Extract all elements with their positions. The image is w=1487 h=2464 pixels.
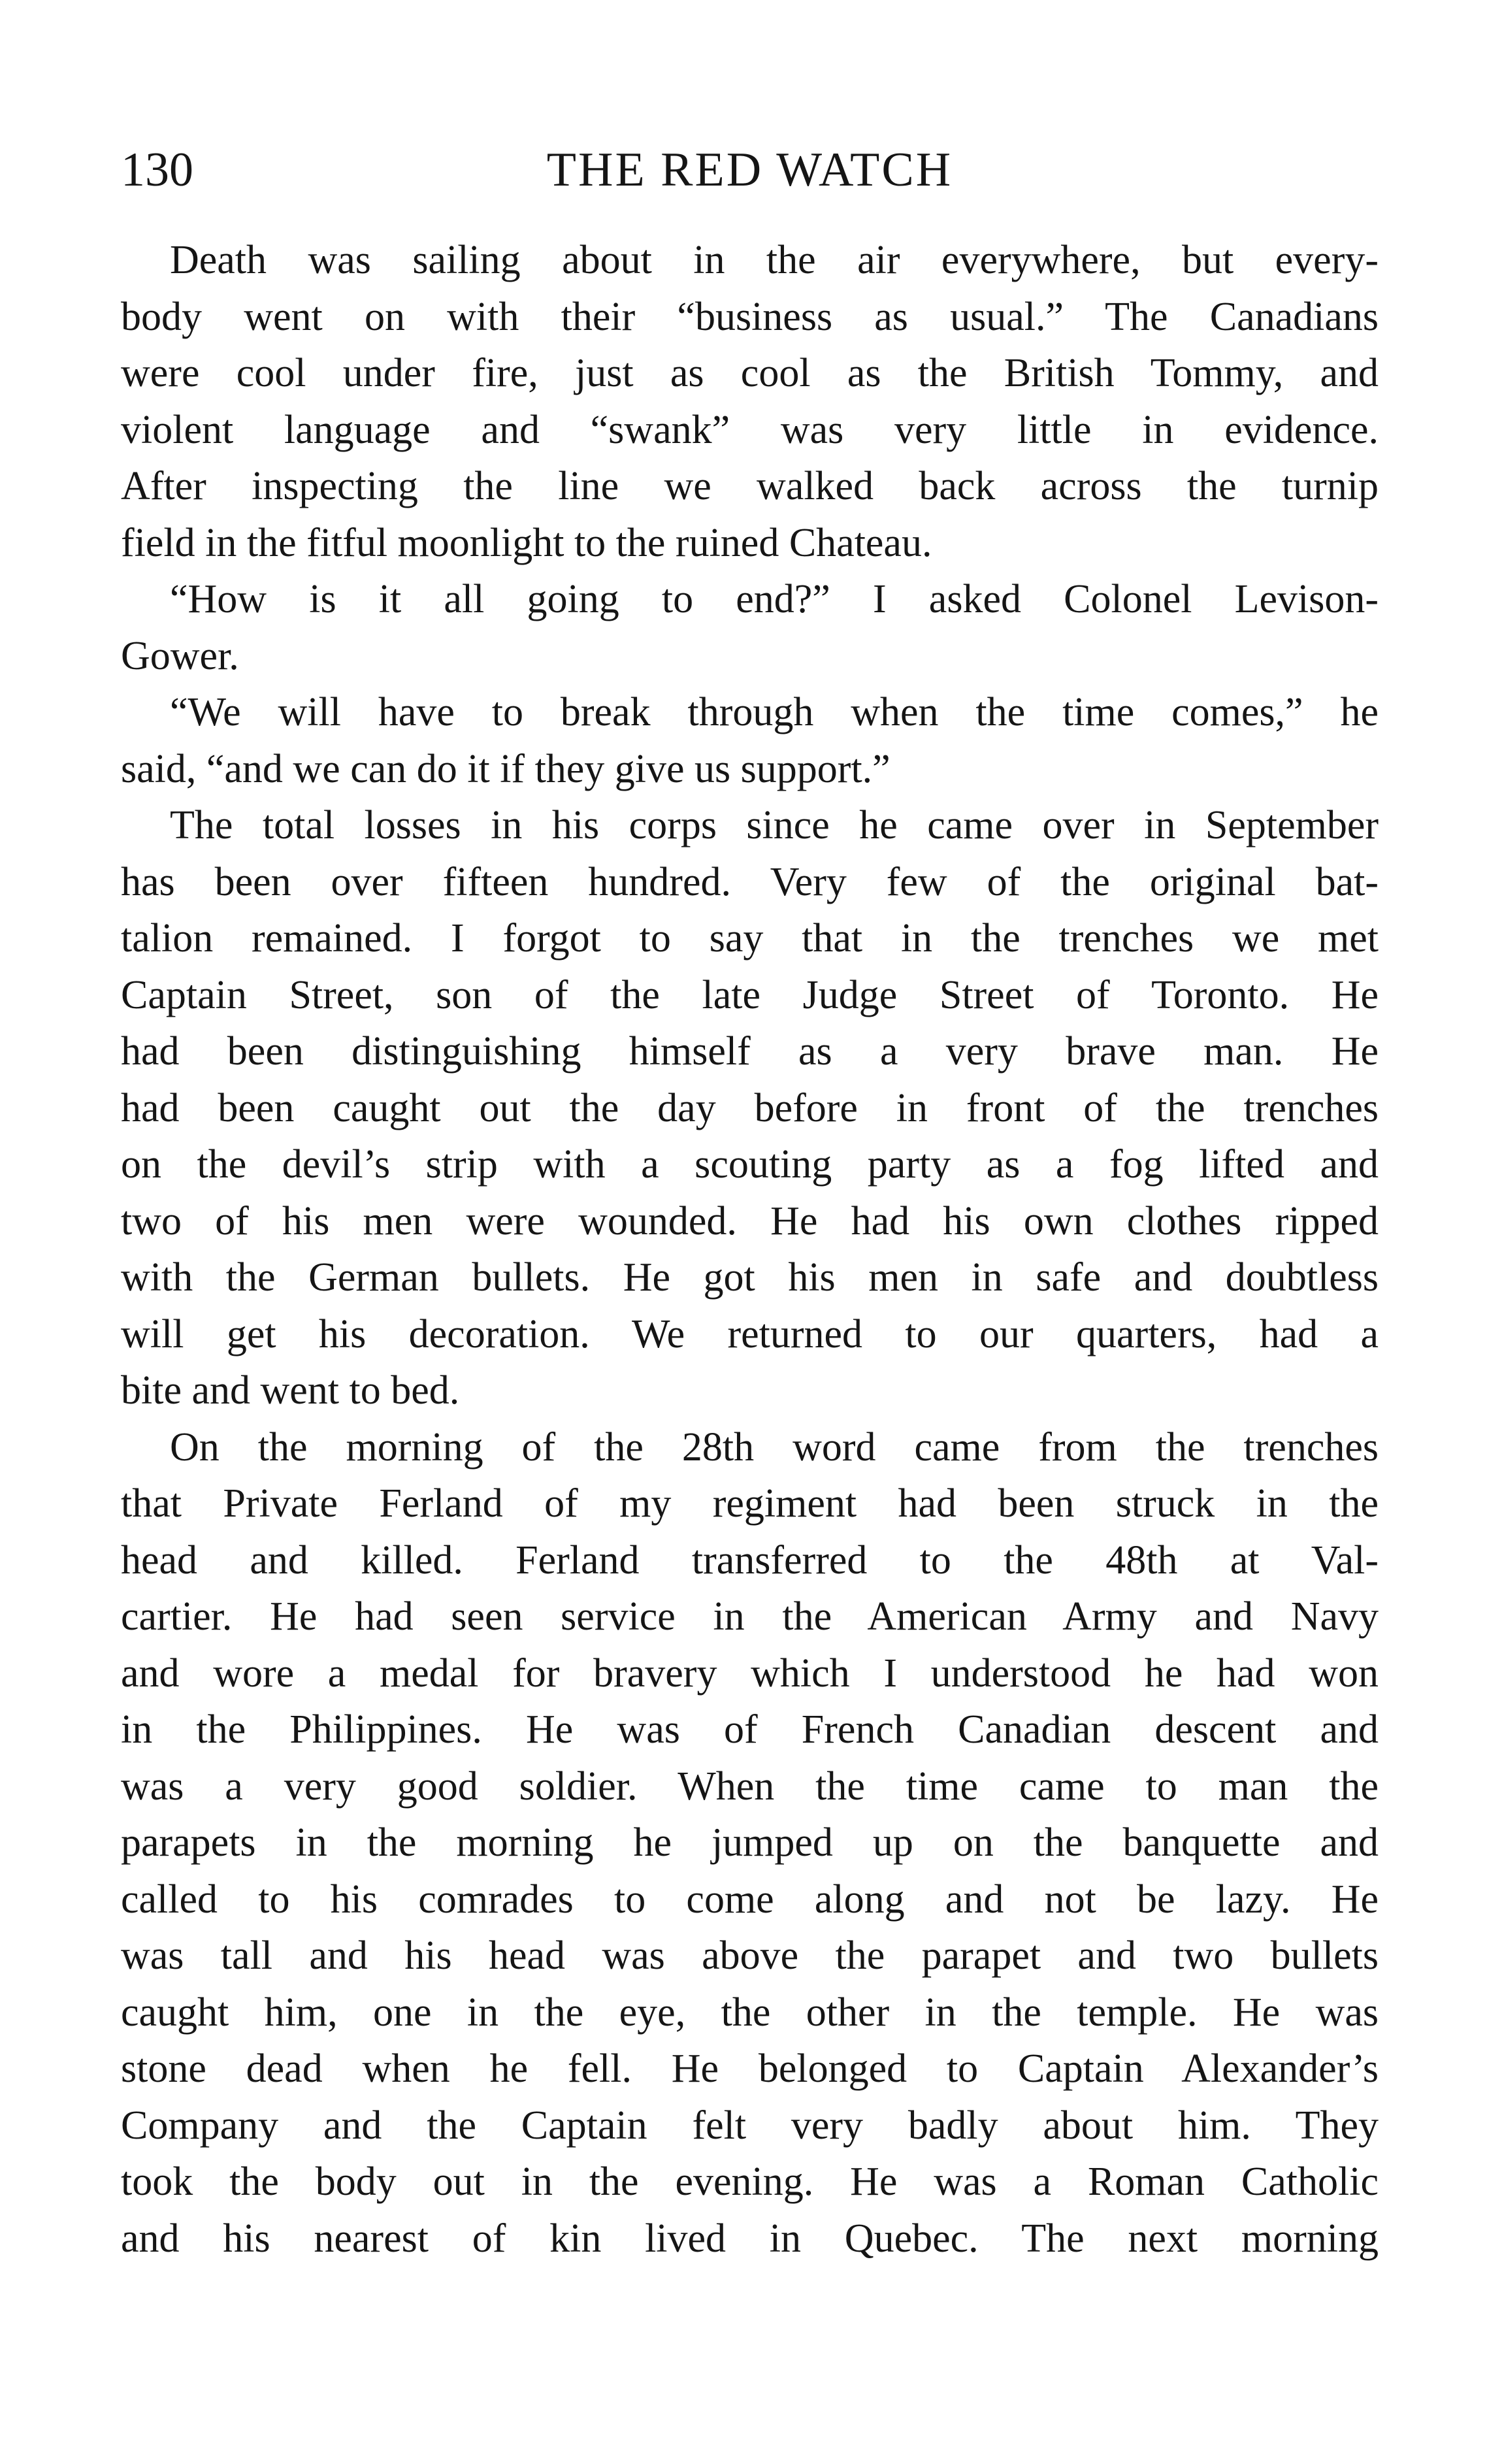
text-line: and his nearest of kin lived in Quebec. The next morning	[121, 2216, 1379, 2261]
running-title: THE RED WATCH	[546, 143, 953, 197]
text-line: was a very good soldier. When the time came to man the	[121, 1764, 1379, 1809]
text-line: parapets in the morning he jumped up on the banquette and	[121, 1820, 1379, 1865]
text-line: has been over fifteen hundred. Very few of the original bat-	[121, 859, 1379, 904]
text-line: called to his comrades to come along and not be lazy. He	[121, 1877, 1379, 1922]
text-line: had been distinguishing himself as a very brave man. He	[121, 1029, 1379, 1074]
paragraph	[121, 232, 1379, 571]
paragraph	[121, 571, 1379, 684]
paragraph	[121, 797, 1379, 1419]
text-line: “How is it all going to end?” I asked Colonel Levison-	[170, 577, 1379, 621]
text-line: head and killed. Ferland transferred to the 48th at Val-	[121, 1537, 1379, 1583]
text-line: “We will have to break through when the time comes,” he	[170, 690, 1379, 734]
text-line: in the Philippines. He was of French Canadian descent and	[121, 1707, 1379, 1752]
text-line: field in the fitful moonlight to the ruined Chateau.	[121, 520, 932, 565]
text-line: that Private Ferland of my regiment had been struck in the	[121, 1481, 1379, 1526]
page-number: 130	[121, 143, 193, 197]
text-line: After inspecting the line we walked back across the turnip	[121, 464, 1379, 508]
text-line: violent language and “swank” was very little in evidence.	[121, 407, 1379, 452]
body-text	[121, 232, 1379, 2267]
text-line: body went on with their “business as usual.” The Canadians	[121, 294, 1379, 339]
paragraph	[121, 1419, 1379, 2267]
text-line: took the body out in the evening. He was a Roman Catholic	[121, 2160, 1379, 2204]
text-line: stone dead when he fell. He belonged to Captain Alexander’s	[121, 2046, 1379, 2091]
text-line: caught him, one in the eye, the other in the temple. He was	[121, 1990, 1379, 2035]
text-line: Captain Street, son of the late Judge Street of Toronto. He	[121, 972, 1379, 1017]
text-line: bite and went to bed.	[121, 1368, 460, 1413]
text-line: cartier. He had seen service in the American Army and Navy	[121, 1594, 1379, 1639]
paragraph	[121, 684, 1379, 797]
text-line: Gower.	[121, 633, 239, 678]
text-line: were cool under fire, just as cool as the British Tommy, and	[121, 351, 1379, 395]
text-line: talion remained. I forgot to say that in the trenches we met	[121, 916, 1379, 961]
text-line: with the German bullets. He got his men in safe and doubtless	[121, 1255, 1379, 1300]
text-line: on the devil’s strip with a scouting party as a fog lifted and	[121, 1142, 1379, 1187]
text-line: two of his men were wounded. He had his own clothes ripped	[121, 1198, 1379, 1243]
text-line: was tall and his head was above the parapet and two bullets	[121, 1933, 1379, 1978]
text-line: will get his decoration. We returned to our quarters, had a	[121, 1311, 1379, 1356]
text-line: On the morning of the 28th word came from the trenches	[170, 1424, 1379, 1470]
text-line: Company and the Captain felt very badly about him. They	[121, 2103, 1379, 2148]
text-line: and wore a medal for bravery which I understood he had won	[121, 1651, 1379, 1696]
text-line: had been caught out the day before in front of the trenches	[121, 1085, 1379, 1130]
text-line: Death was sailing about in the air everywhere, but every-	[170, 238, 1379, 282]
text-line: The total losses in his corps since he came over in September	[170, 803, 1379, 847]
text-line: said, “and we can do it if they give us support.”	[121, 746, 891, 791]
running-head	[121, 134, 1379, 206]
